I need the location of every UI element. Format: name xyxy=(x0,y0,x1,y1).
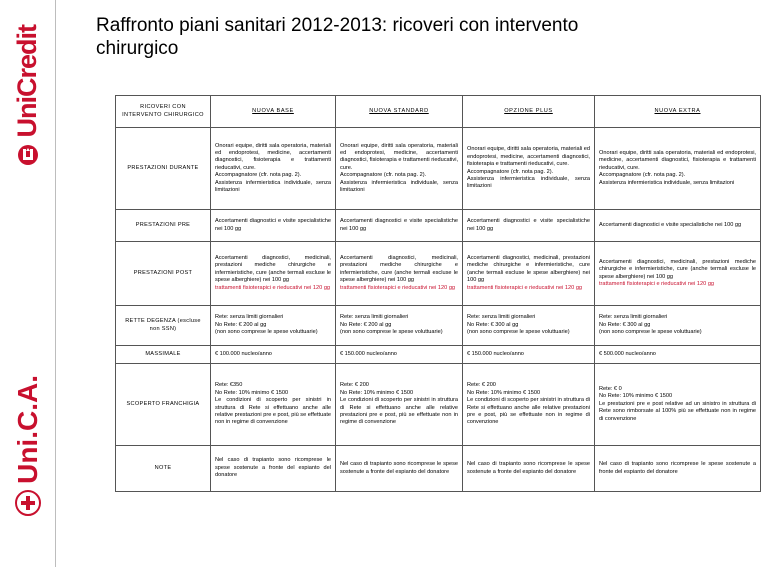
table-cell xyxy=(211,242,336,306)
table-cell xyxy=(336,346,463,364)
cell-text: Rete: € 200 xyxy=(467,382,496,389)
table-cell xyxy=(211,446,336,492)
cell-text: Accompagnatore (cfr. nota pag. 2). xyxy=(340,172,427,179)
table-cell xyxy=(595,210,761,242)
cell-text: Rete: € 0 xyxy=(599,385,622,392)
cell-text: Onorari equipe, diritti sala operatoria, materiali ed endoprotesi, medicine, accertamenti diagnostici, fisioterapia e trattamenti rieducativi, cure. xyxy=(599,149,756,171)
cell-text: Onorari equipe, diritti sala operatoria, materiali ed endoprotesi, medicine, accertamenti diagnostici, fisioterapia e trattamenti rieducativi, cure. xyxy=(215,142,331,171)
cell-text: € 150.000 nucleo/anno xyxy=(467,350,524,357)
cell-text: Nel caso di trapianto sono ricomprese le spese sostenute a fronte del espianto del donatore xyxy=(215,457,331,479)
cell-text: Accertamenti diagnostici e visite specialistiche nei 100 gg xyxy=(467,218,590,232)
cell-text: (non sono comprese le spese voluttuarie) xyxy=(467,329,570,336)
header-plan-plus: OPZIONE PLUS xyxy=(463,96,595,128)
cell-text: Assistenza infermieristica individuale, senza limitazioni xyxy=(599,179,735,186)
unica-wordmark: Uni.C.A. xyxy=(11,375,43,484)
table-cell xyxy=(463,306,595,346)
page-title: Raffronto piani sanitari 2012-2013: ricoveri con intervento chirurgico xyxy=(96,15,579,59)
cell-text: No Rete: 10% minimo € 1500 xyxy=(599,393,673,400)
table-cell xyxy=(595,128,761,210)
header-plan-standard: NUOVA STANDARD xyxy=(336,96,463,128)
header-corner: RICOVERI CON INTERVENTO CHIRURGICO xyxy=(116,96,211,128)
table-cell xyxy=(463,242,595,306)
cell-text: Accompagnatore (cfr. nota pag. 2). xyxy=(215,172,302,179)
cell-text: No Rete: € 200 al gg xyxy=(215,321,267,328)
cell-text: Accertamenti diagnostici, medicinali, prestazioni mediche chirurgiche e infermieristiche, cure (anche termali escluse le spese alberghiere) nei 100 gg xyxy=(599,258,756,280)
cell-text: No Rete: 10% minimo € 1500 xyxy=(215,389,289,396)
cell-highlight-text: trattamenti fisioterapici e rieducativi nei 120 gg xyxy=(467,284,583,291)
row-label: MASSIMALE xyxy=(116,346,211,364)
unicredit-wordmark: UniCredit xyxy=(12,25,42,138)
cell-text: Rete: senza limiti giornalieri xyxy=(215,314,284,321)
table-row xyxy=(116,446,761,492)
cell-text: No Rete: € 300 al gg xyxy=(467,321,519,328)
table-row xyxy=(116,242,761,306)
table-cell xyxy=(336,306,463,346)
cell-text: Assistenza infermieristica individuale, senza limitazioni xyxy=(340,179,458,194)
cell-text: € 100.000 nucleo/anno xyxy=(215,350,272,357)
table-cell xyxy=(336,364,463,446)
row-label: RETTE DEGENZA (escluse non SSN) xyxy=(116,306,211,346)
table-cell xyxy=(595,446,761,492)
cell-text: Assistenza infermieristica individuale, senza limitazioni xyxy=(215,179,331,194)
cell-text: (non sono comprese le spese voluttuarie) xyxy=(215,329,318,336)
cell-text: No Rete: € 300 al gg xyxy=(599,321,651,328)
cell-text: Rete: senza limiti giornalieri xyxy=(599,314,668,321)
table-cell xyxy=(211,306,336,346)
table-cell xyxy=(211,346,336,364)
cell-text: Accertamenti diagnostici, medicinali, prestazioni mediche chirurgiche e infermieristiche, cure (anche termali escluse le spese alberghiere) nei 100 gg xyxy=(215,254,331,284)
cell-text: No Rete: 10% minimo € 1500 xyxy=(467,389,541,396)
unicredit-logo xyxy=(0,25,55,166)
table-cell xyxy=(463,128,595,210)
row-label: PRESTAZIONI POST xyxy=(116,242,211,306)
cell-text: Assistenza infermieristica individuale, senza limitazioni xyxy=(467,175,590,190)
table-cell xyxy=(595,364,761,446)
cell-text: Accertamenti diagnostici e visite specialistiche nei 100 gg xyxy=(340,218,458,232)
cell-text: Le prestazioni pre e post relative ad un sinistro in struttura di Rete sono rimborsate al 100% più se effettuate non in regime di convenzione xyxy=(599,400,756,422)
cell-text: No Rete: € 200 al gg xyxy=(340,321,392,328)
table-cell xyxy=(463,210,595,242)
table-cell xyxy=(463,364,595,446)
cell-text: Accertamenti diagnostici, medicinali, prestazioni mediche chirurgiche e infermieristiche, cure (anche termali escluse le spese alberghiere) nei 100 gg xyxy=(340,254,458,284)
table-cell xyxy=(463,446,595,492)
cell-highlight-text: trattamenti fisioterapici e rieducativi nei 120 gg xyxy=(599,280,715,287)
cell-text: Accertamenti diagnostici, medicinali, prestazioni mediche chirurgiche e infermieristiche, cure (anche termali escluse le spese alberghiere) nei 100 gg xyxy=(467,254,590,284)
cell-text: (non sono comprese le spese voluttuarie) xyxy=(599,329,702,336)
comparison-table xyxy=(115,95,761,492)
cell-text: Accertamenti diagnostici e visite specialistiche nei 100 gg xyxy=(215,218,331,232)
table-cell xyxy=(211,210,336,242)
table-row xyxy=(116,364,761,446)
table-cell xyxy=(463,346,595,364)
table-row xyxy=(116,306,761,346)
cell-text: Onorari equipe, diritti sala operatoria, materiali ed endoprotesi, medicine, accertamenti diagnostici, fisioterapia e trattamenti rieducativi, cure. xyxy=(340,142,458,171)
unicredit-symbol-icon xyxy=(17,144,39,166)
cell-text: Nel caso di trapianto sono ricomprese le spese sostenute a fronte del espianto del donatore xyxy=(467,461,590,475)
sidebar-divider xyxy=(55,0,56,567)
cell-text: Rete: senza limiti giornalieri xyxy=(467,314,536,321)
table-cell xyxy=(336,446,463,492)
table-cell xyxy=(595,346,761,364)
cell-text: Onorari equipe, diritti sala operatoria, materiali ed endoprotesi, medicine, accertamenti diagnostici, fisioterapia e trattamenti rieducativi, cure. xyxy=(467,146,590,168)
table-row xyxy=(116,128,761,210)
table-cell xyxy=(336,128,463,210)
row-label: PRESTAZIONI PRE xyxy=(116,210,211,242)
unica-symbol-icon xyxy=(15,490,41,516)
cell-text: Rete: €350 xyxy=(215,382,243,389)
table-row xyxy=(116,346,761,364)
unica-logo xyxy=(0,375,55,516)
cell-highlight-text: trattamenti fisioterapici e rieducativi nei 120 gg xyxy=(340,284,456,291)
row-label: NOTE xyxy=(116,446,211,492)
header-plan-extra: NUOVA EXTRA xyxy=(595,96,761,128)
cell-highlight-text: trattamenti fisioterapici e rieducativi nei 120 gg xyxy=(215,284,331,291)
sidebar xyxy=(0,0,55,567)
table-cell xyxy=(211,128,336,210)
cell-text: Le condizioni di scoperto per sinistri in struttura di Rete si effettuano anche alle relative prestazioni pre e post, più se effettuate non in regime di convenzione xyxy=(467,397,590,426)
table-cell xyxy=(595,306,761,346)
cell-text: Le condizioni di scoperto per sinistri in struttura di Rete si effettuano anche alle relative prestazioni pre e post, più se effettuate non in regime di convenzione xyxy=(215,397,331,426)
table-cell xyxy=(336,210,463,242)
table-row xyxy=(116,210,761,242)
cell-text: € 150.000 nucleo/anno xyxy=(340,350,397,357)
row-label: SCOPERTO FRANCHIGIA xyxy=(116,364,211,446)
cell-text: (non sono comprese le spese voluttuarie) xyxy=(340,329,443,336)
cell-text: Nel caso di trapianto sono ricomprese le spese sostenute a fronte del espianto del donatore xyxy=(599,461,756,475)
row-label: PRESTAZIONI DURANTE xyxy=(116,128,211,210)
table-cell xyxy=(336,242,463,306)
header-row xyxy=(116,96,761,128)
cell-text: Nel caso di trapianto sono ricomprese le spese sostenute a fronte del espianto del donatore xyxy=(340,461,458,475)
table-cell xyxy=(211,364,336,446)
table-cell xyxy=(595,242,761,306)
cell-text: Le condizioni di scoperto per sinistri in struttura di Rete si effettuano anche alle relative prestazioni pre e post, più se effettuate non in regime di convenzione xyxy=(340,397,458,426)
cell-text: Accompagnatore (cfr. nota pag. 2). xyxy=(467,168,554,175)
header-plan-base: NUOVA BASE xyxy=(211,96,336,128)
cell-text: Rete: € 200 xyxy=(340,382,369,389)
cell-text: Accompagnatore (cfr. nota pag. 2). xyxy=(599,172,686,179)
cell-text: Accertamenti diagnostici e visite specialistiche nei 100 gg xyxy=(599,221,742,228)
cell-text: € 500.000 nucleo/anno xyxy=(599,350,656,357)
cell-text: No Rete: 10% minimo € 1500 xyxy=(340,389,414,396)
cell-text: Rete: senza limiti giornalieri xyxy=(340,314,409,321)
